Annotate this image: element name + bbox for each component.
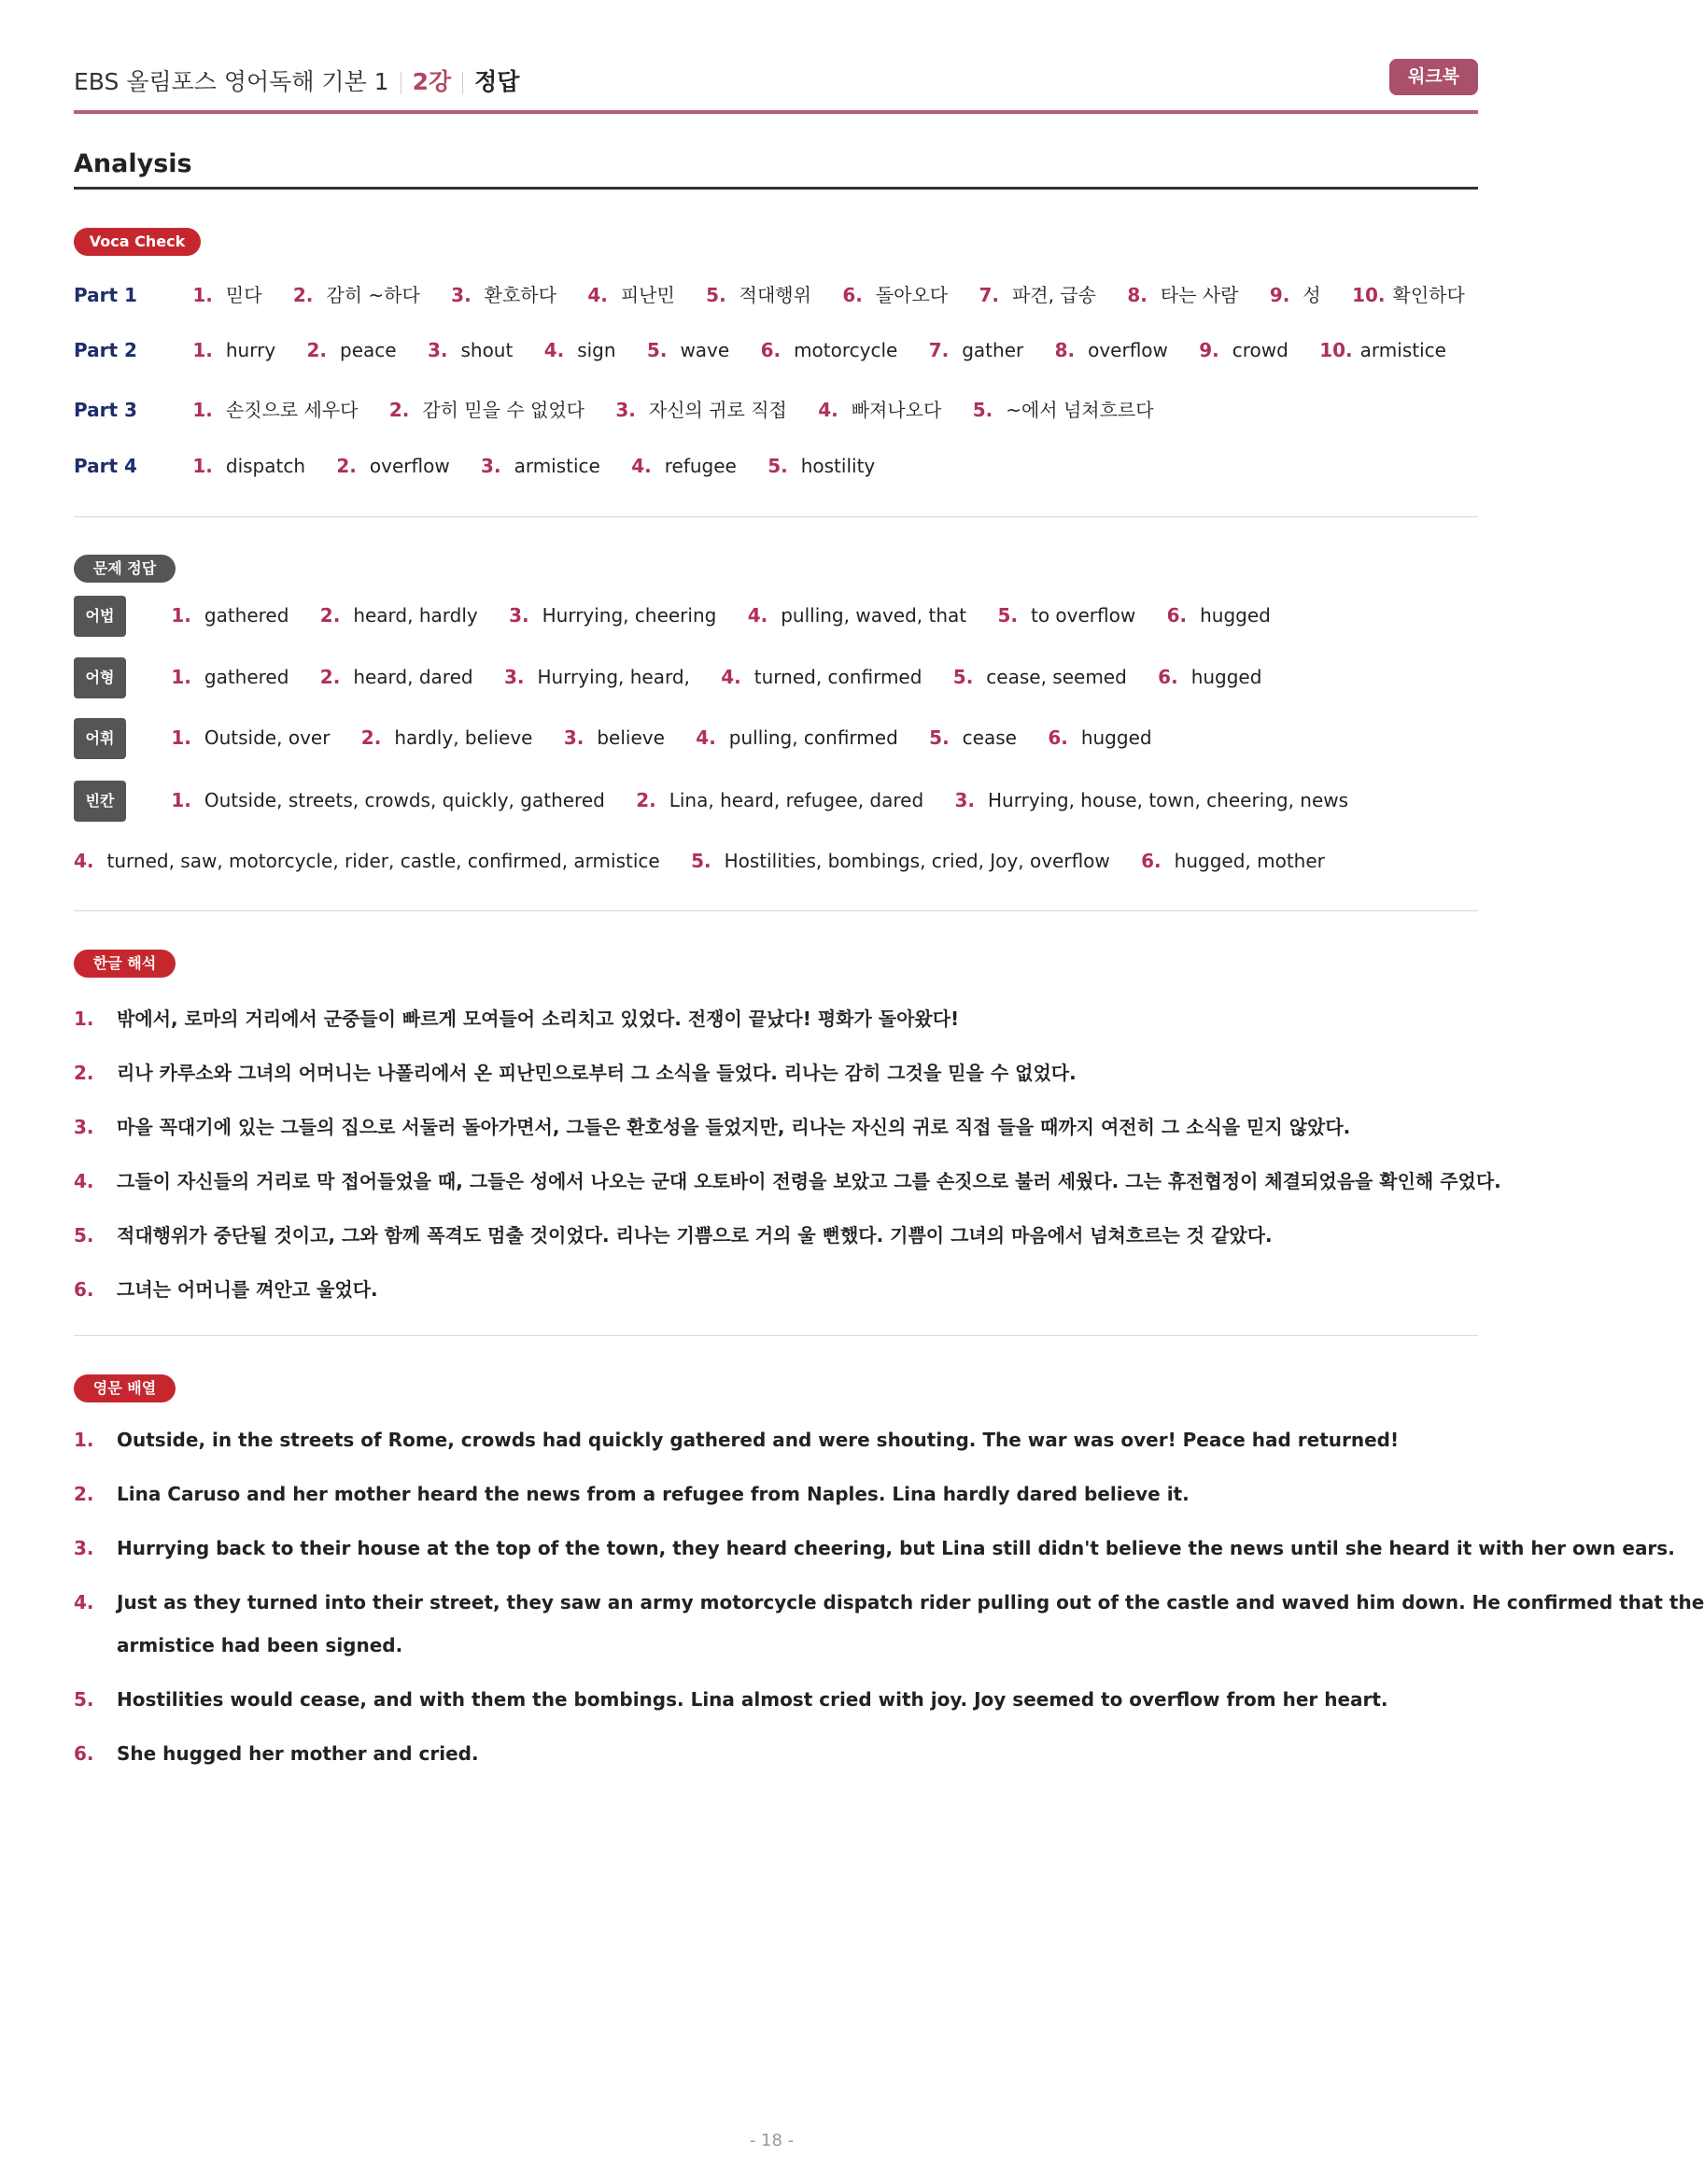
answer-item: 2. hardly, believe	[360, 726, 533, 749]
header-separator	[462, 72, 463, 94]
english-line: 6. She hugged her mother and cried.	[74, 1742, 479, 1765]
voca-item: 8. overflow	[1054, 339, 1168, 361]
voca-check-pill: Voca Check	[74, 228, 201, 256]
voca-item: 3. armistice	[481, 455, 600, 477]
voca-item: 5. wave	[646, 339, 730, 361]
part-label: Part 1	[74, 284, 137, 306]
part-label: Part 3	[74, 399, 137, 421]
voca-part-3	[74, 395, 1179, 422]
answer-tag: 어형	[74, 657, 126, 698]
korean-line: 1. 밖에서, 로마의 거리에서 군중들이 빠르게 모여들어 소리치고 있었다. 전쟁이 끝났다! 평화가 돌아왔다!	[74, 1007, 960, 1030]
answer-item: 6. hugged	[1048, 726, 1152, 749]
answer-row-grammar	[74, 596, 1296, 637]
korean-line: 6. 그녀는 어머니를 껴안고 울었다.	[74, 1278, 378, 1301]
voca-item: 4. 피난민	[587, 284, 675, 306]
answer-item: 1. Outside, streets, crowds, quickly, gathered	[171, 788, 605, 811]
english-line: 5. Hostilities would cease, and with them the bombings. Lina almost cried with joy. Joy seemed to overflow from her heart.	[74, 1688, 1388, 1711]
voca-item: 9. crowd	[1199, 339, 1289, 361]
answer-item: 5. cease	[929, 726, 1017, 749]
section-divider	[74, 910, 1478, 911]
voca-item: 6. 돌아오다	[842, 284, 949, 306]
voca-item: 5. ~에서 넘쳐흐르다	[972, 399, 1154, 421]
answer-item: 6. hugged, mother	[1141, 850, 1325, 872]
answer-item: 2. heard, dared	[319, 665, 473, 688]
section-divider	[74, 516, 1478, 517]
answer-item: 3. Hurrying, heard,	[503, 665, 690, 688]
english-arrangement-pill: 영문 배열	[74, 1374, 176, 1402]
answer-item: 6. hugged	[1158, 665, 1262, 688]
voca-item: 1. dispatch	[192, 455, 306, 477]
answer-row-blank-continued	[74, 850, 1350, 872]
answer-item: 4. turned, saw, motorcycle, rider, castle, confirmed, armistice	[74, 850, 660, 872]
answer-item: 2. heard, hardly	[319, 603, 478, 627]
english-line: 2. Lina Caruso and her mother heard the news from a refugee from Naples. Lina hardly dared believe it.	[74, 1483, 1190, 1505]
english-line-continued: armistice had been signed.	[117, 1634, 403, 1656]
answer-item: 4. pulling, waved, that	[747, 603, 967, 627]
voca-item: 4. sign	[543, 339, 616, 361]
answer-item: 1. gathered	[171, 603, 289, 627]
section-divider	[74, 1335, 1478, 1336]
answer-item: 5. Hostilities, bombings, cried, Joy, overflow	[691, 850, 1110, 872]
answer-item: 3. believe	[563, 726, 665, 749]
part-label: Part 2	[74, 339, 137, 361]
english-line: 4. Just as they turned into their street, they saw an army motorcycle dispatch rider pulling out of the castle and waved him down. He confirmed that the	[74, 1591, 1704, 1613]
voca-item: 1. 손짓으로 세우다	[192, 399, 359, 421]
voca-item: 10. armistice	[1319, 339, 1446, 361]
voca-item: 9. 성	[1269, 284, 1321, 306]
page-number: - 18 -	[749, 2131, 795, 2150]
english-line: 3. Hurrying back to their house at the top of the town, they heard cheering, but Lina still didn't believe the news until she heard it with her own ears.	[74, 1537, 1675, 1559]
answer-tag: 어휘	[74, 718, 126, 759]
voca-item: 1. hurry	[192, 339, 276, 361]
voca-item: 2. overflow	[336, 455, 450, 477]
answer-item: 3. Hurrying, cheering	[509, 603, 717, 627]
answer-item: 5. to overflow	[997, 603, 1136, 627]
answer-item: 1. Outside, over	[171, 726, 331, 749]
voca-item: 3. 환호하다	[451, 284, 556, 306]
header-rule	[74, 110, 1478, 114]
korean-translation-pill: 한글 해석	[74, 950, 176, 978]
voca-item: 3. shout	[427, 339, 514, 361]
voca-part-1	[74, 280, 1490, 307]
answers-pill: 문제 정답	[74, 555, 176, 583]
answer-item: 5. cease, seemed	[952, 665, 1127, 688]
answer-row-vocabulary	[74, 718, 1177, 759]
voca-item: 8. 타는 사람	[1127, 284, 1239, 306]
english-line: 1. Outside, in the streets of Rome, crowds had quickly gathered and were shouting. The war was over! Peace had returned!	[74, 1429, 1400, 1451]
korean-line: 4. 그들이 자신들의 거리로 막 접어들었을 때, 그들은 성에서 나오는 군대 오토바이 전령을 보았고 그를 손짓으로 불러 세웠다. 그는 휴전협정이 체결되었음을 확인해 주었다.	[74, 1170, 1501, 1192]
answer-item: 6. hugged	[1166, 603, 1271, 627]
part-label: Part 4	[74, 455, 137, 477]
voca-item: 2. 감히 믿을 수 없었다	[388, 399, 584, 421]
voca-item: 4. 빠져나오다	[818, 399, 942, 421]
answer-item: 2. Lina, heard, refugee, dared	[636, 788, 924, 811]
korean-line: 2. 리나 카루소와 그녀의 어머니는 나폴리에서 온 피난민으로부터 그 소식을 들었다. 리나는 감히 그것을 믿을 수 없었다.	[74, 1062, 1077, 1084]
voca-item: 7. gather	[928, 339, 1024, 361]
voca-item: 4. refugee	[631, 455, 737, 477]
answer-item: 1. gathered	[171, 665, 289, 688]
workbook-badge: 워크북	[1389, 59, 1478, 95]
lesson-number: 2강	[412, 68, 452, 95]
voca-item: 5. 적대행위	[706, 284, 811, 306]
voca-item: 2. peace	[306, 339, 397, 361]
answer-label: 정답	[474, 68, 520, 95]
book-title: EBS 올림포스 영어독해 기본 1	[74, 68, 389, 95]
answer-item: 3. Hurrying, house, town, cheering, news	[954, 788, 1349, 811]
voca-item: 10. 확인하다	[1352, 284, 1465, 306]
voca-item: 1. 믿다	[192, 284, 262, 306]
korean-line: 5. 적대행위가 중단될 것이고, 그와 함께 폭격도 멈출 것이었다. 리나는 기쁨으로 거의 울 뻔했다. 기쁨이 그녀의 마음에서 넘쳐흐르는 것 같았다.	[74, 1224, 1273, 1247]
answer-item: 4. pulling, confirmed	[696, 726, 898, 749]
answer-row-blank	[74, 781, 1373, 822]
section-rule	[74, 187, 1478, 190]
page-header	[74, 63, 519, 97]
answer-row-form	[74, 657, 1287, 698]
answer-item: 4. turned, confirmed	[721, 665, 922, 688]
section-title: Analysis	[74, 149, 192, 178]
voca-item: 6. motorcycle	[760, 339, 898, 361]
voca-part-2	[74, 339, 1472, 361]
answer-tag: 빈칸	[74, 781, 126, 822]
voca-item: 2. 감히 ~하다	[292, 284, 420, 306]
korean-line: 3. 마을 꼭대기에 있는 그들의 집으로 서둘러 돌아가면서, 그들은 환호성을 들었지만, 리나는 자신의 귀로 직접 들을 때까지 여전히 그 소식을 믿지 않았다.	[74, 1116, 1351, 1138]
voca-item: 5. hostility	[768, 455, 876, 477]
voca-part-4	[74, 455, 900, 477]
answer-tag: 어법	[74, 596, 126, 637]
voca-item: 3. 자신의 귀로 직접	[615, 399, 787, 421]
voca-item: 7. 파견, 급송	[979, 284, 1096, 306]
